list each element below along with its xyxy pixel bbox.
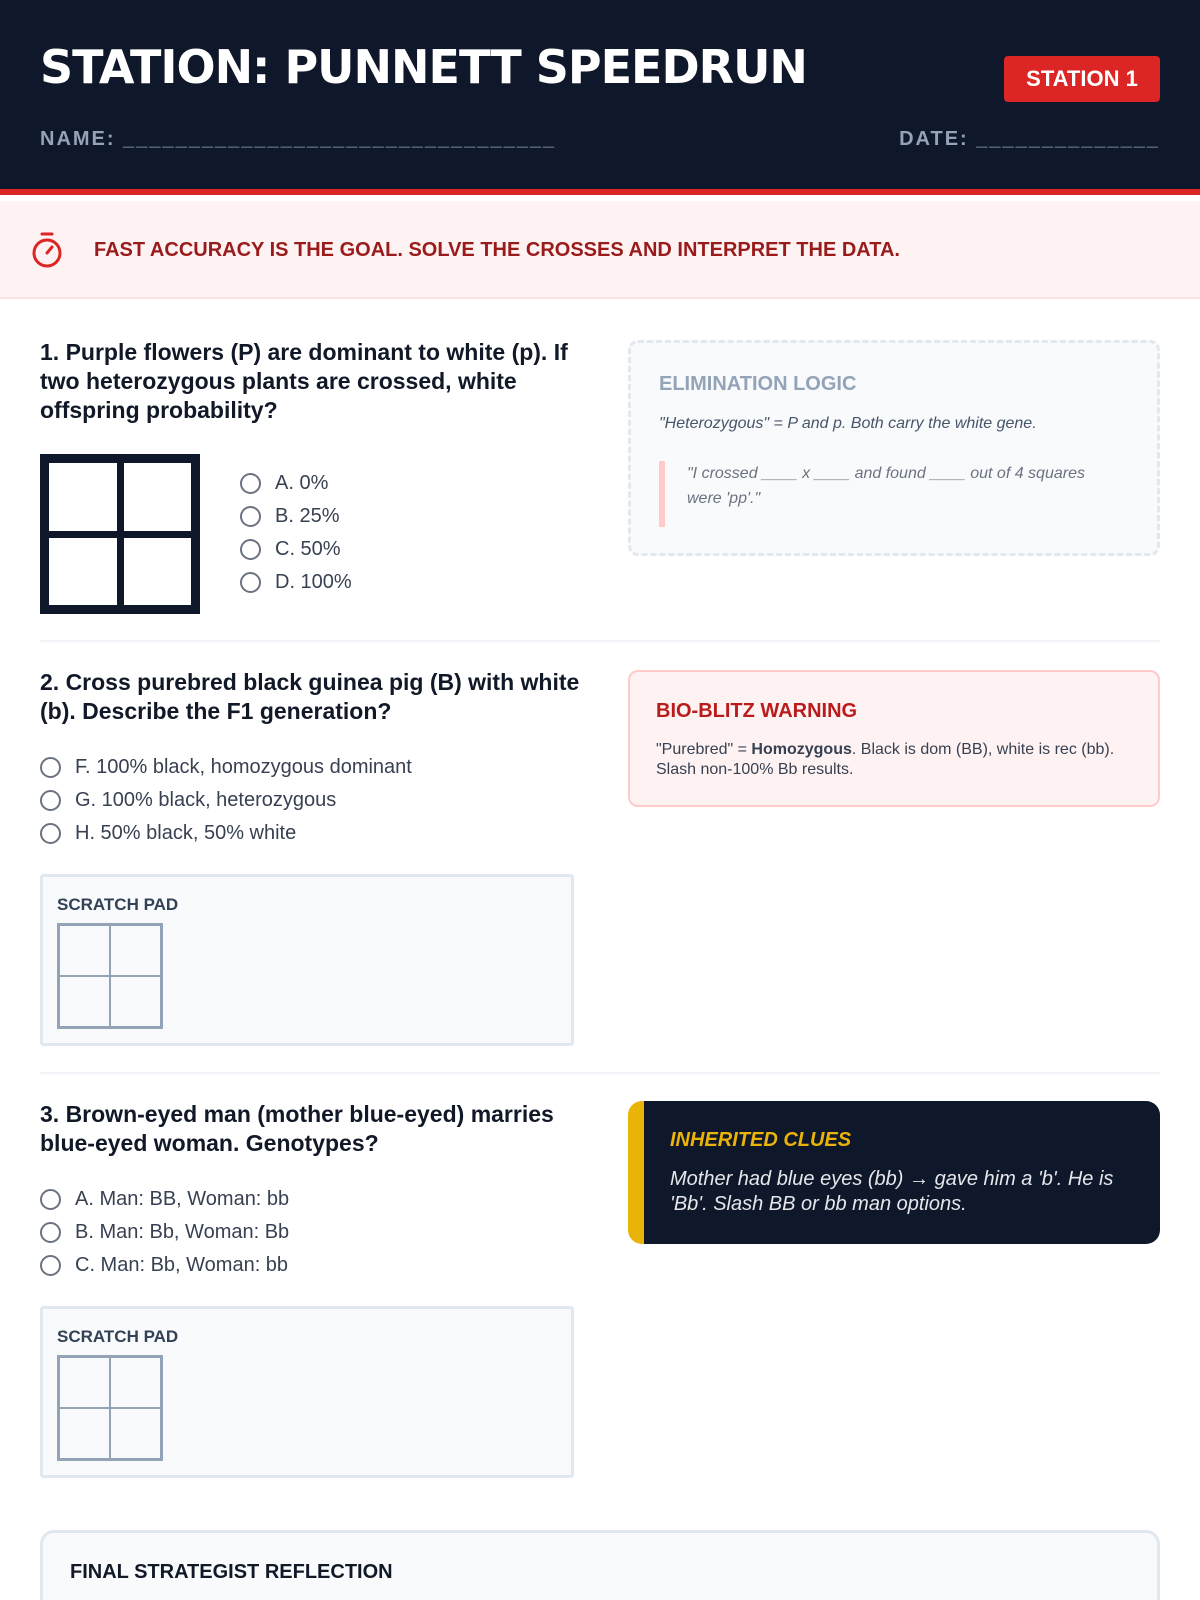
section-divider <box>40 640 1160 642</box>
punnett-cell[interactable] <box>124 538 192 606</box>
page-header <box>0 0 1200 195</box>
question-1-title: 1. Purple flowers (P) are dominant to white (p). If two heterozygous plants are crossed, white offspring probability? <box>40 339 568 423</box>
elimination-logic-text: "Heterozygous" = P and p. Both carry the white gene. <box>659 415 1037 432</box>
radio-button[interactable] <box>40 757 61 778</box>
q1-option-d[interactable]: D. 100% <box>240 571 352 594</box>
q1-option-c[interactable]: C. 50% <box>240 538 341 561</box>
q1-option-a[interactable]: A. 0% <box>240 472 328 495</box>
page-title: STATION: PUNNETT SPEEDRUN <box>40 40 807 94</box>
bio-blitz-warning-text: "Purebred" = Homozygous. Black is dom (BB), white is rec (bb). Slash non-100% Bb results. <box>656 741 1115 778</box>
stopwatch-icon <box>30 231 64 269</box>
radio-button[interactable] <box>240 572 261 593</box>
scratch-punnett-grid[interactable] <box>57 1355 163 1461</box>
punnett-cell[interactable] <box>49 538 117 606</box>
question-3-title: 3. Brown-eyed man (mother blue-eyed) marries blue-eyed woman. Genotypes? <box>40 1101 554 1156</box>
radio-button[interactable] <box>40 1255 61 1276</box>
inherited-clues-title: INHERITED CLUES <box>670 1129 852 1151</box>
q2-option-f[interactable]: F. 100% black, homozygous dominant <box>40 756 412 779</box>
station-badge: STATION 1 <box>1004 56 1160 102</box>
final-reflection-box[interactable] <box>40 1530 1160 1600</box>
radio-button[interactable] <box>240 506 261 527</box>
scratch-pad-q2[interactable] <box>40 874 574 1046</box>
scratch-pad-label: SCRATCH PAD <box>57 1327 179 1346</box>
elimination-logic-box <box>628 340 1160 556</box>
scratch-punnett-grid[interactable] <box>57 923 163 1029</box>
inherited-clues-text: Mother had blue eyes (bb) → gave him a 'b'. He is 'Bb'. Slash BB or bb man options. <box>670 1168 1114 1215</box>
punnett-cell[interactable] <box>49 463 117 531</box>
goal-banner-text: FAST ACCURACY IS THE GOAL. SOLVE THE CROSSES AND INTERPRET THE DATA. <box>94 239 900 261</box>
q2-option-h[interactable]: H. 50% black, 50% white <box>40 822 296 845</box>
inherited-clues-box <box>628 1101 1160 1244</box>
goal-banner <box>0 201 1200 299</box>
radio-button[interactable] <box>40 823 61 844</box>
radio-button[interactable] <box>240 473 261 494</box>
radio-button[interactable] <box>40 1222 61 1243</box>
q2-option-g[interactable]: G. 100% black, heterozygous <box>40 789 336 812</box>
bio-blitz-warning-box <box>628 670 1160 807</box>
name-field-line: NAME: _________________________________ <box>40 128 557 150</box>
section-divider <box>40 1072 1160 1074</box>
q1-option-b[interactable]: B. 25% <box>240 505 339 528</box>
question-2-title: 2. Cross purebred black guinea pig (B) with white (b). Describe the F1 generation? <box>40 669 580 724</box>
bio-blitz-warning-title: BIO-BLITZ WARNING <box>656 700 858 722</box>
elimination-logic-quote: "I crossed ____ x ____ and found ____ out of 4 squares were 'pp'." <box>659 461 1119 527</box>
final-reflection-title: FINAL STRATEGIST REFLECTION <box>70 1561 393 1583</box>
radio-button[interactable] <box>240 539 261 560</box>
q3-option-a[interactable]: A. Man: BB, Woman: bb <box>40 1188 289 1211</box>
q3-option-b[interactable]: B. Man: Bb, Woman: Bb <box>40 1221 289 1244</box>
radio-button[interactable] <box>40 1189 61 1210</box>
elimination-logic-title: ELIMINATION LOGIC <box>659 373 857 395</box>
date-field-line: DATE: ______________ <box>899 128 1160 150</box>
scratch-pad-q3[interactable] <box>40 1306 574 1478</box>
punnett-square-q1[interactable] <box>40 454 200 614</box>
punnett-cell[interactable] <box>124 463 192 531</box>
radio-button[interactable] <box>40 790 61 811</box>
scratch-pad-label: SCRATCH PAD <box>57 895 179 914</box>
q3-option-c[interactable]: C. Man: Bb, Woman: bb <box>40 1254 288 1277</box>
